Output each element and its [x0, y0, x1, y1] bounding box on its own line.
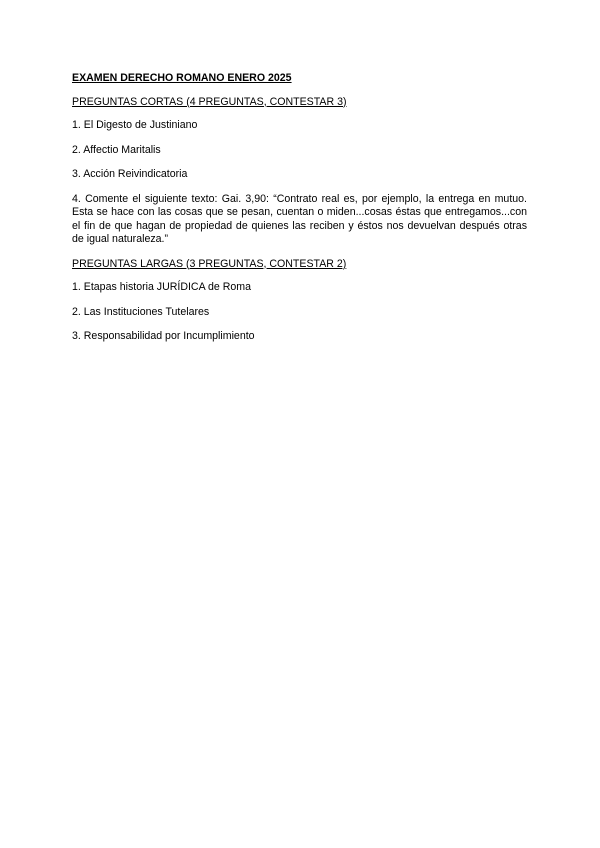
short-question-2: 2. Affectio Maritalis — [72, 143, 161, 156]
long-question-3: 3. Responsabilidad por Incumplimiento — [72, 330, 255, 342]
exam-title: EXAMEN DERECHO ROMANO ENERO 2025 — [72, 72, 292, 84]
long-question-1: 1. Etapas historia JURÍDICA de Roma — [72, 281, 251, 293]
short-question-1: 1. El Digesto de Justiniano — [72, 119, 198, 131]
short-question-3: 3. Acción Reivindicatoria — [72, 168, 188, 180]
short-questions-heading: PREGUNTAS CORTAS (4 PREGUNTAS, CONTESTAR 3) — [72, 95, 347, 108]
short-question-4: 4. Comente el siguiente texto: Gai. 3,90: “Contrato real es, por ejemplo, la entrega en mutuo. Esta se hace con las cosas que se pesan, cuentan o miden...cosas éstas que entregamos...con el fin de que hagan de propiedad de quienes las reciben y éstos nos devuelvan después otras de igual naturaleza.” — [72, 192, 527, 245]
long-questions-heading: PREGUNTAS LARGAS (3 PREGUNTAS, CONTESTAR 2) — [72, 257, 347, 270]
long-question-2: 2. Las Instituciones Tutelares — [72, 305, 210, 318]
exam-document — [72, 72, 527, 355]
